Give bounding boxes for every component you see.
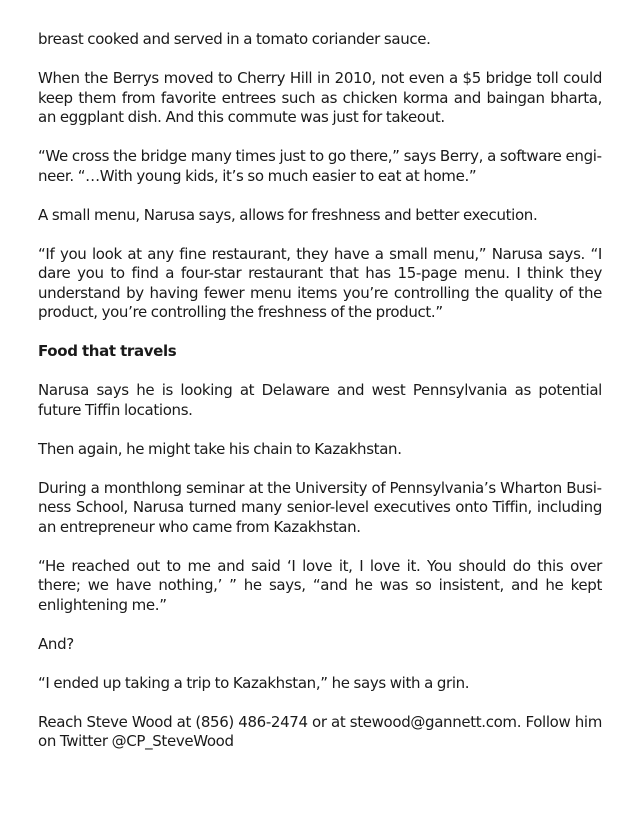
article-body [38, 30, 602, 771]
paragraph: A small menu, Narusa says, allows for freshness and better execution. [38, 205, 538, 224]
paragraph: “I ended up taking a trip to Kazakhstan,” he says with a grin. [38, 673, 470, 692]
paragraph: “We cross the bridge many times just to go there,” says Berry, a software engineer. “…With young kids, it’s so much easier to eat at home.” [38, 147, 602, 185]
paragraph: breast cooked and served in a tomato coriander sauce. [38, 30, 431, 48]
paragraph: “He reached out to me and said ‘I love it, I love it. You should do this over there; we have nothing,’ ” he says, “and he was so insistent, and he kept enlightening me.” [38, 556, 602, 614]
author-contact: Reach Steve Wood at (856) 486-2474 or at stewood@gannett.com. Follow him on Twitter @CP_SteveWood [38, 712, 602, 750]
section-subheading: Food that travels [38, 342, 177, 360]
paragraph: “If you look at any fine restaurant, they have a small menu,” Narusa says. “I dare you to find a four-star restaurant that has 15-page menu. I think they understand by having fewer menu items you’re controlling the quality of the product, you’re controlling the freshness of the product.” [38, 244, 602, 321]
paragraph: Then again, he might take his chain to Kazakhstan. [38, 439, 402, 458]
paragraph: Narusa says he is looking at Delaware and west Pennsylvania as potential future Tiffin locations. [38, 381, 602, 419]
paragraph: During a monthlong seminar at the University of Pennsylvania’s Wharton Business School, Narusa turned many senior-level executives onto Tiffin, including an entrepreneur who came from Kazakhstan. [38, 478, 602, 536]
paragraph: When the Berrys moved to Cherry Hill in 2010, not even a $5 bridge toll could keep them from favorite entrees such as chicken korma and baingan bharta, an eggplant dish. And this commute was just for takeout. [38, 69, 602, 126]
paragraph: And? [38, 634, 74, 653]
